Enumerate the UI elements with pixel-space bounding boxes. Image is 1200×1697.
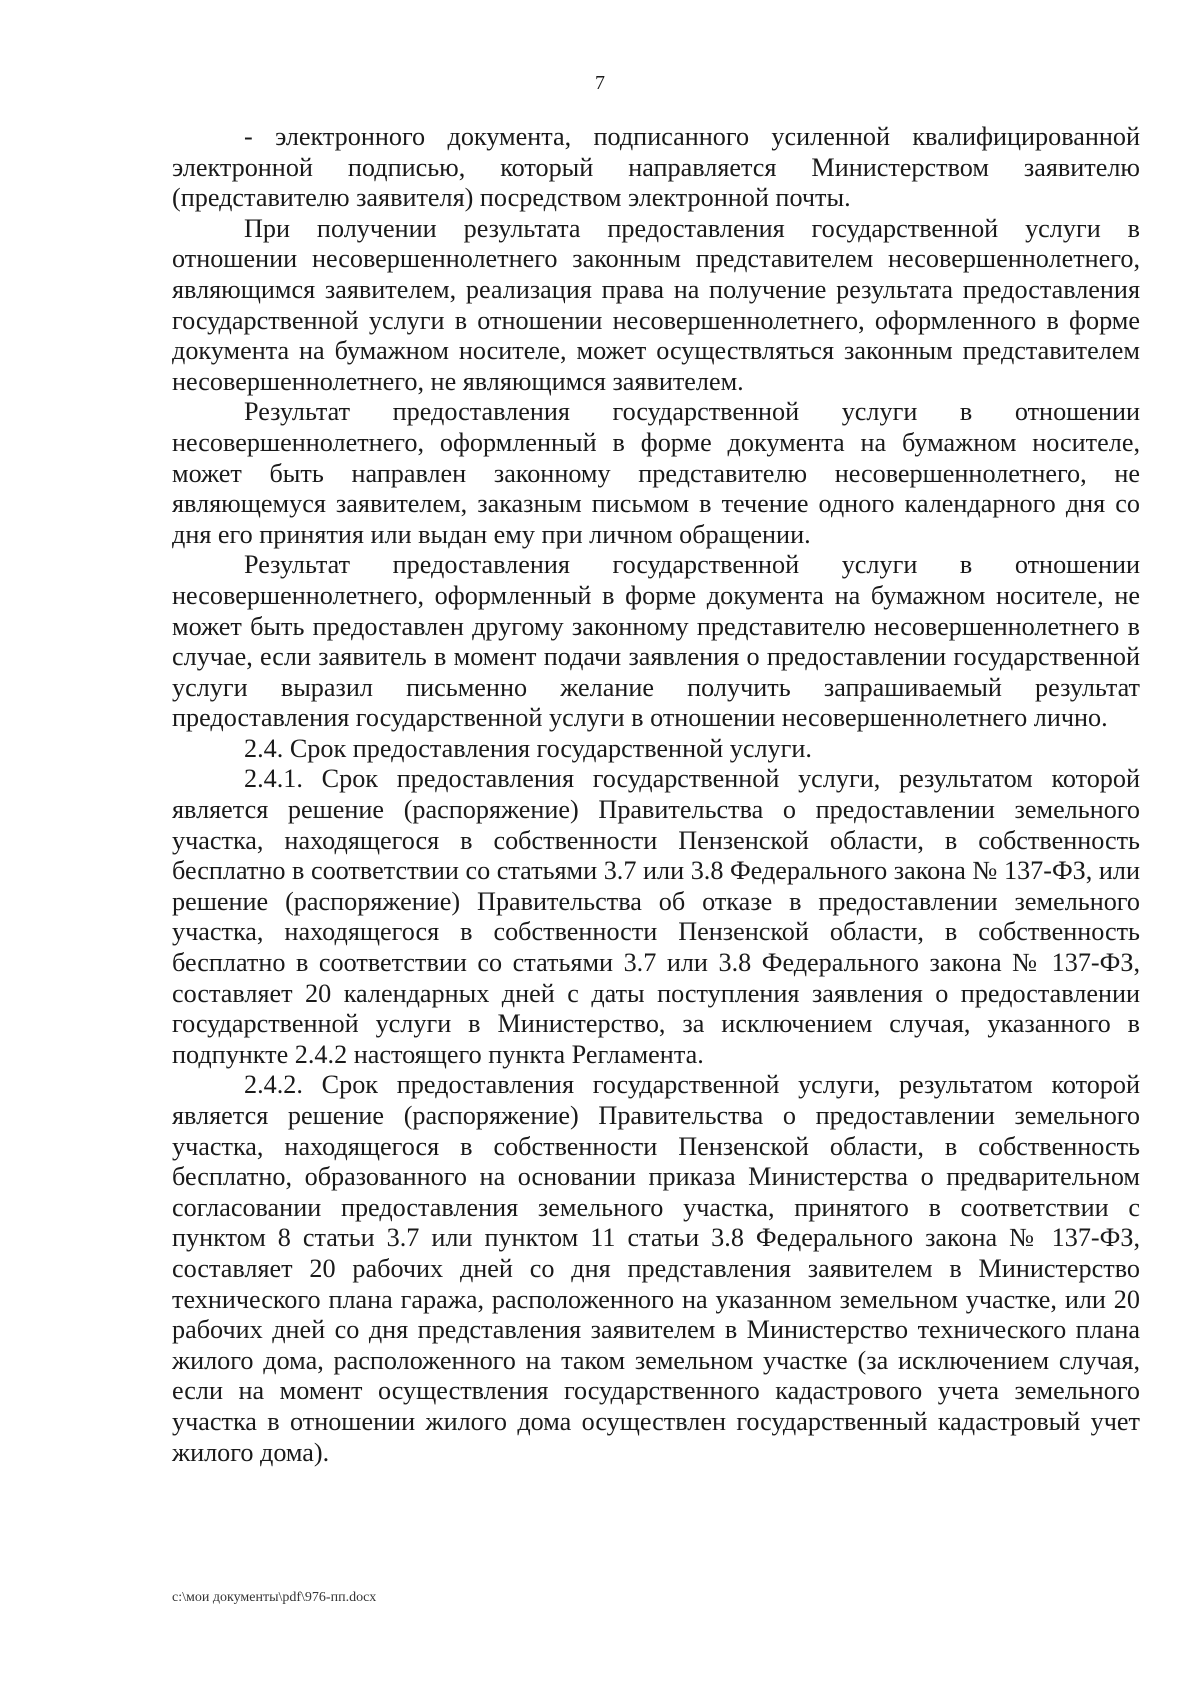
footer-file-path: c:\мои документы\pdf\976-пп.docx [172, 1590, 377, 1605]
paragraph-2-4-2: 2.4.2. Срок предоставления государственной услуги, результатом которой является решение (распоряжение) Правительства о предоставлении земельного участка, находящегося в собственности Пензенской области, в собственность бесплатно, образованного на основании приказа Министерства о предварительном согласовании предоставления земельного участка, принятого в соответствии с пунктом 8 статьи 3.7 или пунктом 11 статьи 3.8 Федерального закона № 137-ФЗ, составляет 20 рабочих дней со дня представления заявителем в Министерство технического плана гаража, расположенного на указанном земельном участке, или 20 рабочих дней со дня представления заявителем в Министерство технического плана жилого дома, расположенного на таком земельном участке (за исключением случая, если на момент осуществления государственного кадастрового учета земельного участка в отношении жилого дома осуществлен государственный кадастровый учет жилого дома). [172, 1070, 1140, 1467]
section-heading-2-4: 2.4. Срок предоставления государственной услуги. [244, 733, 812, 763]
document-body [172, 122, 1140, 1468]
paragraph-2-4-1: 2.4.1. Срок предоставления государственной услуги, результатом которой является решение (распоряжение) Правительства о предоставлении земельного участка, находящегося в собственности Пензенской области, в собственность бесплатно в соответствии со статьями 3.7 или 3.8 Федерального закона № 137-ФЗ, или решение (распоряжение) Правительства об отказе в предоставлении земельного участка, находящегося в собственности Пензенской области, в собственность бесплатно в соответствии со статьями 3.7 или 3.8 Федерального закона № 137-ФЗ, составляет 20 календарных дней с даты поступления заявления о предоставлении государственной услуги в Министерство, за исключением случая, указанного в подпункте 2.4.2 настоящего пункта Регламента. [172, 764, 1140, 1069]
paragraph-result-not-provided: Результат предоставления государственной услуги в отношении несовершеннолетнего, оформленный в форме документа на бумажном носителе, не может быть предоставлен другому законному представителю несовершеннолетнего в случае, если заявитель в момент подачи заявления о предоставлении государственной услуги выразил письменно желание получить запрашиваемый результат предоставления государственной услуги в отношении несовершеннолетнего лично. [172, 550, 1140, 733]
paragraph-legal-representative-receipt: При получении результата предоставления государственной услуги в отношении несовершеннолетнего законным представителем несовершеннолетнего, являющимся заявителем, реализация права на получение результата предоставления государственной услуги в отношении несовершеннолетнего, оформленного в форме документа на бумажном носителе, может осуществляться законным представителем несовершеннолетнего, не являющимся заявителем. [172, 213, 1140, 396]
paragraph-electronic-document: - электронного документа, подписанного усиленной квалифицированной электронной подписью, который направляется Министерством заявителю (представителю заявителя) посредством электронной почты. [172, 122, 1140, 213]
paragraph-result-sent-by-mail: Результат предоставления государственной услуги в отношении несовершеннолетнего, оформленный в форме документа на бумажном носителе, может быть направлен законному представителю несовершеннолетнего, не являющемуся заявителем, заказным письмом в течение одного календарного дня со дня его принятия или выдан ему при личном обращении. [172, 397, 1140, 549]
page-number: 7 [595, 72, 605, 94]
